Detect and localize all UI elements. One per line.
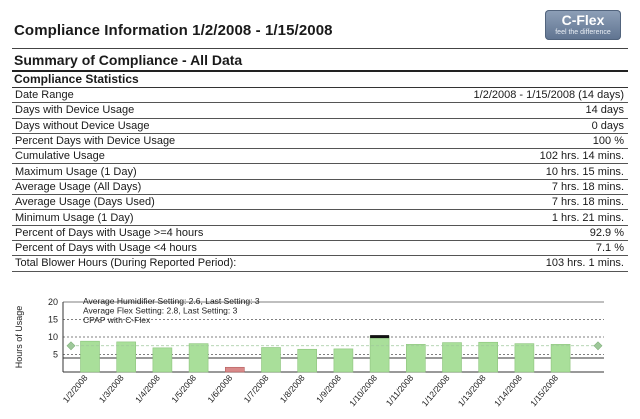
- table-row: [12, 210, 628, 225]
- title-divider: [12, 48, 628, 49]
- x-tick-label: 1/7/2008: [241, 372, 271, 405]
- stat-label: Total Blower Hours (During Reported Period):: [12, 256, 377, 271]
- y-tick-label: 10: [47, 332, 58, 342]
- logo-tagline: feel the difference: [555, 29, 611, 36]
- trend-diamond-marker: [594, 342, 602, 350]
- usage-bar: [406, 344, 425, 372]
- stat-value: 7 hrs. 18 mins.: [377, 179, 628, 194]
- usage-bar: [515, 344, 534, 372]
- usage-bar: [334, 349, 353, 372]
- y-tick-label: 20: [47, 297, 58, 307]
- x-tick-label: 1/14/2008: [491, 372, 524, 409]
- chart-annotation: Average Humidifier Setting: 2.6, Last Setting: 3: [83, 296, 260, 306]
- table-row: [12, 164, 628, 179]
- usage-bar-chart: [14, 294, 614, 416]
- chart-annotation: CPAP with C-Flex: [83, 315, 151, 325]
- chart-annotation: Average Flex Setting: 2.8, Last Setting: 3: [83, 305, 238, 316]
- x-tick-label: 1/11/2008: [383, 372, 416, 408]
- x-tick-label: 1/15/2008: [528, 372, 561, 409]
- table-row: [12, 133, 628, 148]
- stat-value: 10 hrs. 15 mins.: [377, 164, 628, 179]
- y-tick-label: 5: [52, 349, 58, 360]
- logo-text: C-Flex: [561, 12, 605, 28]
- usage-bar: [117, 342, 136, 372]
- stat-value: 92.9 %: [377, 225, 628, 240]
- stat-label: Maximum Usage (1 Day): [12, 164, 377, 179]
- table-row: [12, 179, 628, 194]
- stat-value: 102 hrs. 14 mins.: [377, 149, 628, 164]
- stat-value: 1/2/2008 - 1/15/2008 (14 days): [377, 88, 628, 103]
- table-row: [12, 225, 628, 240]
- usage-bar: [298, 349, 317, 372]
- summary-title: Summary of Compliance - All Data: [14, 52, 243, 68]
- table-row: [12, 118, 628, 133]
- c-flex-logo: [545, 10, 621, 40]
- x-tick-label: 1/10/2008: [347, 372, 380, 409]
- trend-diamond-marker: [67, 342, 75, 350]
- stat-value: 103 hrs. 1 mins.: [377, 256, 628, 271]
- y-axis-label: Hours of Usage: [14, 305, 24, 369]
- y-tick-label: 15: [47, 314, 58, 325]
- compliance-stats-table: [12, 88, 628, 272]
- usage-bar: [370, 336, 389, 372]
- usage-bar: [443, 343, 462, 372]
- page-title: Compliance Information 1/2/2008 - 1/15/2008: [14, 22, 333, 39]
- stat-label: Average Usage (Days Used): [12, 195, 377, 210]
- table-row: [12, 256, 628, 271]
- usage-bar: [225, 367, 244, 372]
- x-tick-label: 1/13/2008: [455, 372, 488, 409]
- stats-heading: Compliance Statistics: [14, 72, 139, 86]
- stat-value: 7.1 %: [377, 240, 628, 255]
- usage-bar: [153, 348, 172, 372]
- stat-label: Days with Device Usage: [12, 103, 377, 118]
- stat-value: 100 %: [377, 133, 628, 148]
- usage-bar: [262, 348, 281, 373]
- max-usage-marker: [370, 335, 389, 338]
- x-tick-label: 1/3/2008: [96, 372, 126, 405]
- stat-label: Cumulative Usage: [12, 149, 377, 164]
- x-tick-label: 1/2/2008: [60, 372, 90, 405]
- stat-label: Average Usage (All Days): [12, 179, 377, 194]
- x-tick-label: 1/9/2008: [313, 372, 343, 405]
- stat-label: Percent Days with Device Usage: [12, 133, 377, 148]
- usage-bar: [551, 344, 570, 372]
- table-row: [12, 149, 628, 164]
- x-tick-label: 1/4/2008: [132, 372, 162, 405]
- stat-label: Date Range: [12, 88, 377, 103]
- x-tick-label: 1/5/2008: [169, 372, 199, 405]
- stat-value: 14 days: [377, 103, 628, 118]
- x-tick-label: 1/12/2008: [419, 372, 452, 409]
- table-row: [12, 195, 628, 210]
- stat-label: Percent of Days with Usage >=4 hours: [12, 225, 377, 240]
- usage-bar: [479, 342, 498, 372]
- table-row: [12, 240, 628, 255]
- usage-bar: [189, 344, 208, 372]
- x-tick-label: 1/8/2008: [277, 372, 307, 405]
- stat-label: Percent of Days with Usage <4 hours: [12, 240, 377, 255]
- stat-label: Days without Device Usage: [12, 118, 377, 133]
- table-row: [12, 103, 628, 118]
- table-row: [12, 88, 628, 103]
- stat-value: 1 hrs. 21 mins.: [377, 210, 628, 225]
- x-tick-label: 1/6/2008: [205, 372, 235, 405]
- stat-label: Minimum Usage (1 Day): [12, 210, 377, 225]
- stat-value: 7 hrs. 18 mins.: [377, 195, 628, 210]
- stat-value: 0 days: [377, 118, 628, 133]
